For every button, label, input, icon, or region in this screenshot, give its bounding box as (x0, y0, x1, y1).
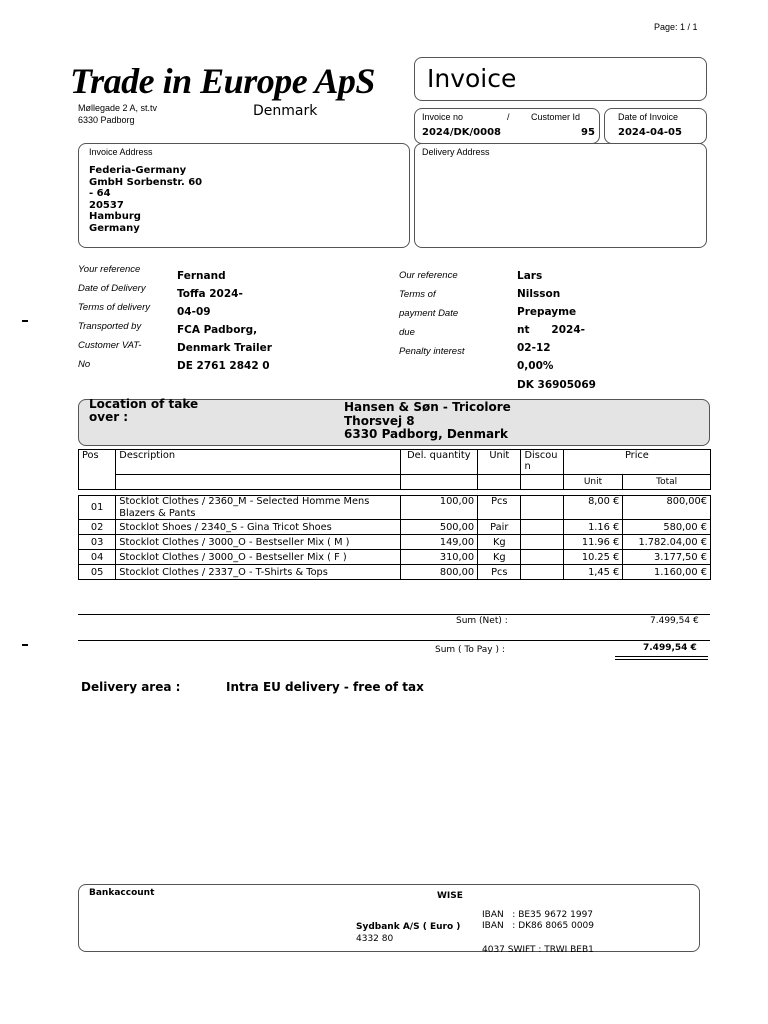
bank-sydbank-name: Sydbank A/S ( Euro ) (356, 922, 461, 932)
row-quantity: 149,00 (400, 535, 478, 550)
row-unit-price: 10.25 € (563, 550, 622, 565)
takeover-label (89, 398, 198, 424)
header-discount-line: n (524, 461, 531, 472)
bank-account-label: Bankaccount (89, 888, 155, 898)
invoice-date-box (604, 108, 707, 144)
invoice-no-value: 2024/DK/0008 (422, 127, 502, 138)
row-unit-price: 11.96 € (563, 535, 622, 550)
invoice-address-box (78, 143, 410, 248)
header-blank (478, 475, 521, 490)
ref-value: DK 36905069 (517, 379, 596, 391)
takeover-label-line: Location of take (89, 397, 199, 411)
header-price-total: Total (623, 475, 711, 490)
bank-sydbank-iban: IBAN : DK86 8065 0009 (482, 921, 595, 931)
ref-value: nt 2024- (517, 324, 586, 336)
row-total: 3.177,50 € (623, 550, 711, 565)
page-title: Invoice (427, 64, 517, 93)
table-row (79, 496, 711, 520)
bank-account-box (78, 884, 700, 955)
ref-value: 0,00% (517, 360, 554, 372)
company-name: Trade in Europe ApS (70, 61, 375, 101)
items-table (78, 495, 711, 580)
ref-label: Terms of delivery (78, 302, 150, 313)
ref-value: 04-09 (177, 306, 211, 318)
takeover-label-line: over : (89, 410, 129, 424)
row-quantity: 500,00 (400, 520, 478, 535)
header-quantity: Del. quantity (400, 450, 478, 475)
header-blank (521, 475, 563, 490)
row-discount (521, 520, 563, 535)
row-pos: 04 (79, 550, 116, 565)
takeover-address-line: Thorsvej 8 (344, 413, 415, 428)
delivery-address-label: Delivery Address (422, 147, 490, 157)
row-pos: 03 (79, 535, 116, 550)
row-total: 800,00€ (623, 496, 711, 520)
row-quantity: 310,00 (400, 550, 478, 565)
header-blank (400, 475, 478, 490)
ref-label: Penalty interest (399, 346, 465, 357)
row-description: Stocklot Clothes / 3000_O - Bestseller Mix ( M ) (116, 535, 400, 550)
ref-label: Your reference (78, 264, 141, 275)
row-discount (521, 565, 563, 580)
table-row (79, 520, 711, 535)
header-description: Description (116, 450, 400, 475)
ref-value: Fernand (177, 270, 226, 282)
row-description: Stocklot Clothes / 2337_O - T-Shirts & Tops (116, 565, 400, 580)
invoice-no-label: Invoice no (422, 112, 464, 122)
bank-wise-line: IBAN : BE35 9672 1997 (482, 910, 594, 920)
ref-value: FCA Padborg, (177, 324, 258, 336)
ref-value: Nilsson (517, 288, 561, 300)
invoice-title-box (414, 57, 707, 101)
header-pos: Pos (79, 450, 116, 490)
row-total: 1.782.04,00 € (623, 535, 711, 550)
ref-label: payment Date (399, 308, 459, 319)
invoice-date-value: 2024-04-05 (618, 127, 682, 138)
row-description (116, 496, 400, 520)
sum-pay-label: Sum ( To Pay ) : (435, 645, 505, 655)
invoice-address-lines (89, 165, 202, 234)
customer-id-value: 95 (581, 127, 595, 138)
header-blank (116, 475, 400, 490)
margin-mark (22, 644, 28, 646)
ref-label: Our reference (399, 270, 458, 281)
bank-wise-name: WISE (437, 891, 463, 901)
ref-value: Prepayme (517, 306, 577, 318)
row-description-line: Stocklot Clothes / 2360_M - Selected Homme Mens (119, 496, 370, 507)
invoice-address-line: Federia-Germany (89, 165, 187, 176)
header-price: Price (563, 450, 710, 475)
row-total: 1.160,00 € (623, 565, 711, 580)
ref-label: Date of Delivery (78, 283, 146, 294)
invoice-address-line: GmbH Sorbenstr. 60 (89, 176, 203, 188)
row-pos: 05 (79, 565, 116, 580)
bank-wise-line: 4037 SWIFT : TRWI BEB1 (482, 944, 594, 955)
bank-wise-details (482, 887, 594, 979)
margin-mark (22, 320, 28, 322)
ref-value: 02-12 (517, 342, 551, 354)
row-pos: 01 (79, 496, 116, 520)
sum-net-label: Sum (Net) : (456, 616, 508, 626)
ref-label: Customer VAT- (78, 340, 142, 351)
row-discount (521, 496, 563, 520)
company-address-line1: Møllegade 2 A, st.tv (78, 103, 158, 113)
row-unit: Pcs (478, 496, 521, 520)
row-quantity: 800,00 (400, 565, 478, 580)
invoice-meta-box (414, 108, 600, 144)
ref-label: No (78, 359, 91, 370)
invoice-address-line: Hamburg (89, 211, 141, 222)
table-row (79, 565, 711, 580)
ref-label: Terms of (399, 289, 436, 300)
takeover-box (78, 399, 710, 446)
totals-divider (78, 640, 710, 641)
customer-id-label: Customer Id (531, 112, 581, 122)
row-unit-price: 1.16 € (563, 520, 622, 535)
invoice-address-line: 20537 (89, 199, 124, 211)
row-unit: Kg (478, 550, 521, 565)
totals-divider (78, 614, 710, 615)
takeover-address-line: Hansen & Søn - Tricolore (344, 400, 511, 414)
takeover-address (344, 401, 511, 442)
row-discount (521, 535, 563, 550)
header-price-unit: Unit (563, 475, 622, 490)
header-discount (521, 450, 563, 475)
bank-sydbank (356, 922, 460, 945)
row-unit: Pair (478, 520, 521, 535)
row-discount (521, 550, 563, 565)
ref-value: Denmark Trailer (177, 342, 272, 354)
ref-value: DE 2761 2842 0 (177, 360, 270, 372)
delivery-address-box (414, 143, 707, 248)
total-underline (615, 659, 708, 660)
row-total: 580,00 € (623, 520, 711, 535)
sum-net-value: 7.499,54 € (650, 616, 699, 626)
ref-value: Lars (517, 270, 543, 282)
meta-separator: / (507, 112, 510, 122)
takeover-address-line: 6330 Padborg, Denmark (344, 427, 508, 441)
invoice-address-line: Germany (89, 222, 140, 234)
delivery-area-value: Intra EU delivery - free of tax (226, 680, 424, 694)
delivery-area-label: Delivery area : (81, 680, 181, 694)
row-description: Stocklot Clothes / 3000_O - Bestseller Mix ( F ) (116, 550, 400, 565)
company-address-line2: 6330 Padborg (78, 115, 135, 125)
ref-label: Transported by (78, 321, 142, 332)
row-unit-price: 8,00 € (563, 496, 622, 520)
ref-value: Toffa 2024- (177, 288, 243, 300)
row-unit: Kg (478, 535, 521, 550)
row-pos: 02 (79, 520, 116, 535)
sum-pay-value: 7.499,54 € (643, 643, 697, 653)
company-address (78, 102, 157, 126)
bank-sydbank-line: 4332 80 (356, 933, 394, 944)
total-underline (615, 656, 708, 657)
header-discount-line: Discou (524, 450, 558, 461)
company-country: Denmark (253, 103, 318, 119)
invoice-address-label: Invoice Address (89, 147, 153, 157)
row-quantity: 100,00 (400, 496, 478, 520)
invoice-date-label: Date of Invoice (618, 112, 679, 122)
row-unit: Pcs (478, 565, 521, 580)
table-row (79, 550, 711, 565)
table-row (79, 535, 711, 550)
page-number: Page: 1 / 1 (654, 22, 698, 32)
invoice-address-line: - 64 (89, 188, 111, 199)
row-unit-price: 1,45 € (563, 565, 622, 580)
row-description: Stocklot Shoes / 2340_S - Gina Tricot Shoes (116, 520, 400, 535)
row-description-line: Blazers & Pants (119, 507, 196, 519)
header-unit: Unit (478, 450, 521, 475)
items-table-header (78, 449, 711, 490)
ref-label: due (399, 327, 415, 338)
